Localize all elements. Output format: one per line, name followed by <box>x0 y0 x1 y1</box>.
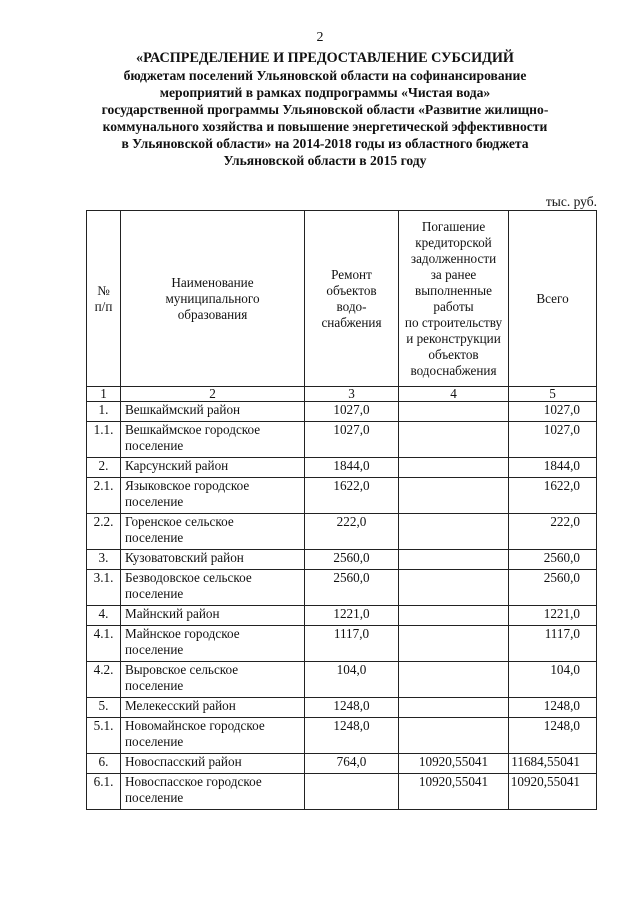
row-number: 1. <box>87 402 121 422</box>
row-total-value: 11684,55041 <box>509 754 597 774</box>
title-line: бюджетам поселений Ульяновской области на софинансирование <box>123 68 527 83</box>
row-name: Горенское сельское поселение <box>121 514 305 550</box>
row-repair-value: 1248,0 <box>305 698 399 718</box>
subsidy-table <box>86 210 597 810</box>
row-debt-value <box>399 478 509 514</box>
table-body <box>87 402 597 810</box>
row-name: Новомайнское городское поселение <box>121 718 305 754</box>
row-repair-value: 1117,0 <box>305 626 399 662</box>
row-debt-value <box>399 514 509 550</box>
row-repair-value: 1221,0 <box>305 606 399 626</box>
row-number: 2.1. <box>87 478 121 514</box>
title-line: Ульяновской области в 2015 году <box>223 153 427 168</box>
row-total-value: 2560,0 <box>509 570 597 606</box>
row-number: 6.1. <box>87 774 121 810</box>
table-row <box>87 478 597 514</box>
row-number: 5. <box>87 698 121 718</box>
row-name: Вешкаймское городское поселение <box>121 422 305 458</box>
row-debt-value: 10920,55041 <box>399 754 509 774</box>
row-number: 4. <box>87 606 121 626</box>
title-line: коммунального хозяйства и повышение энергетической эффективности <box>102 119 548 134</box>
table-row <box>87 698 597 718</box>
column-number: 2 <box>121 387 305 402</box>
row-name: Мелекесский район <box>121 698 305 718</box>
table-row <box>87 662 597 698</box>
table-row <box>87 402 597 422</box>
header-name-text: Наименование муниципального образования <box>165 274 260 322</box>
row-debt-value <box>399 402 509 422</box>
table-row <box>87 718 597 754</box>
title-line: в Ульяновской области» на 2014-2018 годы из областного бюджета <box>121 136 529 151</box>
row-total-value: 2560,0 <box>509 550 597 570</box>
row-total-value: 1248,0 <box>509 698 597 718</box>
page-number: 2 <box>316 30 324 45</box>
header-debt <box>399 211 509 387</box>
row-total-value: 1027,0 <box>509 422 597 458</box>
document-title <box>60 50 590 169</box>
row-number: 3.1. <box>87 570 121 606</box>
table-row <box>87 550 597 570</box>
table-row <box>87 458 597 478</box>
row-repair-value: 764,0 <box>305 754 399 774</box>
row-debt-value: 10920,55041 <box>399 774 509 810</box>
header-number <box>87 211 121 387</box>
column-number: 5 <box>509 387 597 402</box>
header-debt-text: Погашение кредиторской задолженности за ранее выполненные работы по строительству и реконструкции объектов водоснабжения <box>404 218 503 378</box>
row-name: Вешкаймский район <box>121 402 305 422</box>
row-number: 4.1. <box>87 626 121 662</box>
row-debt-value <box>399 698 509 718</box>
row-debt-value <box>399 718 509 754</box>
title-line: «РАСПРЕДЕЛЕНИЕ И ПРЕДОСТАВЛЕНИЕ СУБСИДИЙ <box>136 50 514 66</box>
row-number: 6. <box>87 754 121 774</box>
row-name: Карсунский район <box>121 458 305 478</box>
row-debt-value <box>399 606 509 626</box>
units-label: тыс. руб. <box>545 194 597 209</box>
table-row <box>87 570 597 606</box>
row-total-value: 104,0 <box>509 662 597 698</box>
column-number: 3 <box>305 387 399 402</box>
header-total-text: Всего <box>536 290 569 306</box>
row-total-value: 1844,0 <box>509 458 597 478</box>
header-repair-text: Ремонт объектов водо- снабжения <box>321 266 382 330</box>
row-number: 3. <box>87 550 121 570</box>
row-number: 2.2. <box>87 514 121 550</box>
row-name: Новоспасский район <box>121 754 305 774</box>
row-repair-value: 1027,0 <box>305 402 399 422</box>
row-name: Майнский район <box>121 606 305 626</box>
column-number-row <box>87 387 597 402</box>
title-line: мероприятий в рамках подпрограммы «Чистая вода» <box>159 85 491 100</box>
row-name: Майнское городское поселение <box>121 626 305 662</box>
column-number: 4 <box>399 387 509 402</box>
table-row <box>87 422 597 458</box>
row-repair-value: 1844,0 <box>305 458 399 478</box>
row-repair-value: 1248,0 <box>305 718 399 754</box>
table-row <box>87 514 597 550</box>
row-repair-value: 1027,0 <box>305 422 399 458</box>
header-number-text: № п/п <box>94 282 113 314</box>
row-number: 5.1. <box>87 718 121 754</box>
row-name: Языковское городское поселение <box>121 478 305 514</box>
row-number: 1.1. <box>87 422 121 458</box>
row-total-value: 10920,55041 <box>509 774 597 810</box>
row-total-value: 1622,0 <box>509 478 597 514</box>
header-name <box>121 211 305 387</box>
row-total-value: 222,0 <box>509 514 597 550</box>
row-repair-value: 222,0 <box>305 514 399 550</box>
row-debt-value <box>399 662 509 698</box>
row-repair-value: 2560,0 <box>305 550 399 570</box>
row-total-value: 1221,0 <box>509 606 597 626</box>
table-row <box>87 606 597 626</box>
row-repair-value: 104,0 <box>305 662 399 698</box>
row-repair-value: 2560,0 <box>305 570 399 606</box>
row-name: Кузоватовский район <box>121 550 305 570</box>
table-row <box>87 774 597 810</box>
table-row <box>87 626 597 662</box>
row-number: 4.2. <box>87 662 121 698</box>
row-debt-value <box>399 422 509 458</box>
header-total <box>509 211 597 387</box>
row-debt-value <box>399 570 509 606</box>
row-debt-value <box>399 550 509 570</box>
row-number: 2. <box>87 458 121 478</box>
row-total-value: 1117,0 <box>509 626 597 662</box>
row-name: Выровское сельское поселение <box>121 662 305 698</box>
row-repair-value: 1622,0 <box>305 478 399 514</box>
column-number: 1 <box>87 387 121 402</box>
row-debt-value <box>399 458 509 478</box>
row-name: Безводовское сельское поселение <box>121 570 305 606</box>
row-total-value: 1248,0 <box>509 718 597 754</box>
row-debt-value <box>399 626 509 662</box>
title-line: государственной программы Ульяновской области «Развитие жилищно- <box>101 102 549 117</box>
row-total-value: 1027,0 <box>509 402 597 422</box>
row-repair-value <box>305 774 399 810</box>
table-row <box>87 754 597 774</box>
row-name: Новоспасское городское поселение <box>121 774 305 810</box>
header-repair <box>305 211 399 387</box>
